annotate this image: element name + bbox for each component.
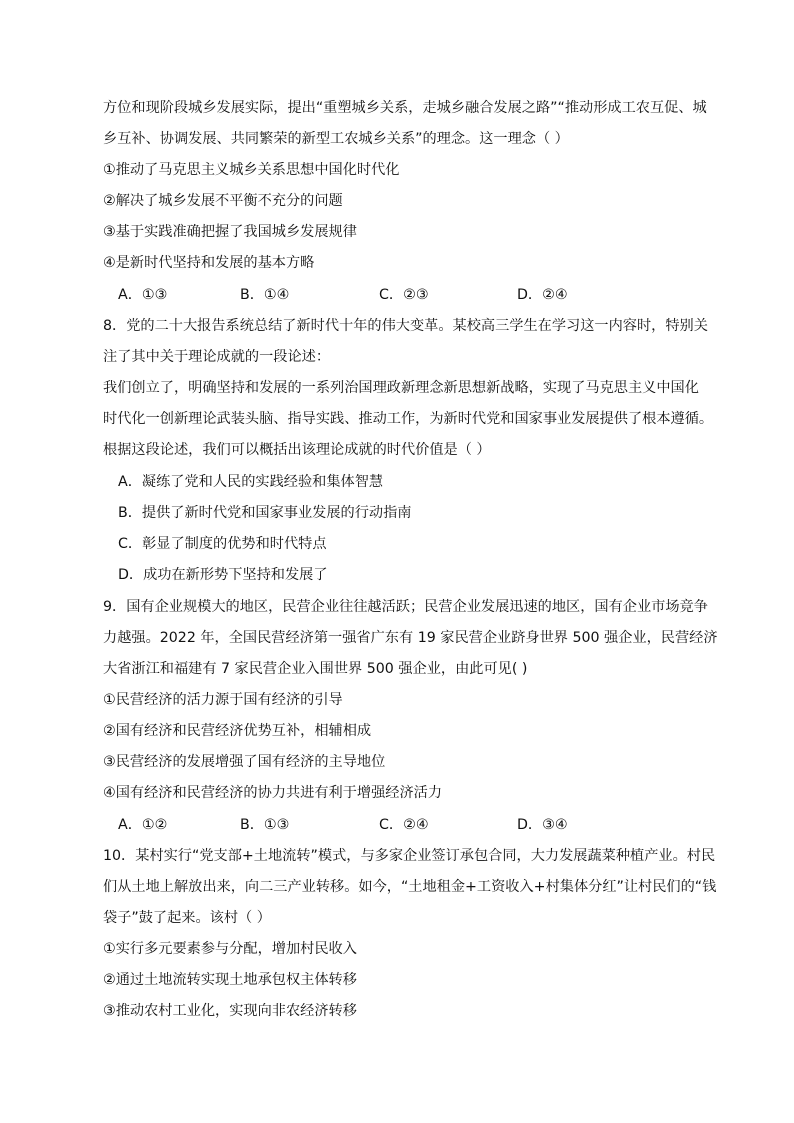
q9-option-a[interactable]: A．①② bbox=[118, 817, 168, 833]
q10-statement-1: ①实行多元要素参与分配，增加村民收入 bbox=[103, 941, 357, 957]
q10-stem-line-1: 10．某村实行“党支部+土地流转”模式，与多家企业签订承包合同，大力发展蔬菜种植产业。村民 bbox=[103, 848, 716, 864]
q7-stem-line-1: 方位和现阶段城乡发展实际，提出“重塑城乡关系，走城乡融合发展之路”“推动形成工农互促、城 bbox=[103, 100, 707, 116]
q9-statement-3: ③民营经济的发展增强了国有经济的主导地位 bbox=[103, 754, 386, 770]
q9-stem-line-1: 9．国有企业规模大的地区，民营企业往往越活跃；民营企业发展迅速的地区，国有企业市场竞争 bbox=[103, 599, 708, 615]
q7-stem-line-2: 乡互补、协调发展、共同繁荣的新型工农城乡关系”的理念。这一理念（ ） bbox=[103, 131, 569, 147]
q9-statement-1: ①民营经济的活力源于国有经济的引导 bbox=[103, 692, 343, 708]
q8-option-b[interactable]: B．提供了新时代党和国家事业发展的行动指南 bbox=[118, 505, 412, 521]
q8-quote-line-2: 时代化一创新理论武装头脑、指导实践、推动工作，为新时代党和国家事业发展提供了根本遵循。 bbox=[103, 411, 714, 427]
q8-stem-line-1: 8．党的二十大报告系统总结了新时代十年的伟大变革。某校高三学生在学习这一内容时，特别关 bbox=[103, 318, 708, 334]
q8-option-c[interactable]: C．彰显了制度的优势和时代特点 bbox=[118, 536, 327, 552]
q7-option-a[interactable]: A．①③ bbox=[118, 287, 168, 303]
q9-option-b[interactable]: B．①③ bbox=[240, 817, 290, 833]
q9-option-c[interactable]: C．②④ bbox=[379, 817, 429, 833]
q7-statement-1: ①推动了马克思主义城乡关系思想中国化时代化 bbox=[103, 162, 400, 178]
q8-quote-line-1: 我们创立了，明确坚持和发展的一系列治国理政新理念新思想新战略，实现了马克思主义中国化 bbox=[103, 380, 699, 396]
q7-statement-3: ③基于实践准确把握了我国城乡发展规律 bbox=[103, 224, 357, 240]
q7-statement-2: ②解决了城乡发展不平衡不充分的问题 bbox=[103, 193, 343, 209]
q8-option-d[interactable]: D．成功在新形势下坚持和发展了 bbox=[118, 567, 328, 583]
q7-statement-4: ④是新时代坚持和发展的基本方略 bbox=[103, 255, 315, 271]
q10-stem-line-3: 袋子”鼓了起来。该村（ ） bbox=[103, 910, 271, 926]
q10-statement-3: ③推动农村工业化，实现向非农经济转移 bbox=[103, 1003, 357, 1019]
q8-option-a[interactable]: A．凝练了党和人民的实践经验和集体智慧 bbox=[118, 474, 384, 490]
q9-statement-2: ②国有经济和民营经济优势互补，相辅相成 bbox=[103, 723, 372, 739]
q7-option-c[interactable]: C．②③ bbox=[379, 287, 429, 303]
q9-statement-4: ④国有经济和民营经济的协力共进有利于增强经济活力 bbox=[103, 785, 443, 801]
q7-option-d[interactable]: D．②④ bbox=[517, 287, 568, 303]
q7-option-b[interactable]: B．①④ bbox=[240, 287, 290, 303]
q8-question: 根据这段论述，我们可以概括出该理论成就的时代价值是（ ） bbox=[103, 442, 491, 458]
q10-stem-line-2: 们从土地上解放出来，向二三产业转移。如今，“土地租金+工资收入+村集体分红”让村民们的“钱 bbox=[103, 879, 717, 895]
q9-stem-line-2: 力越强。2022 年，全国民营经济第一强省广东有 19 家民营企业跻身世界 500 强企业，民营经济 bbox=[103, 630, 718, 646]
q9-stem-line-3: 大省浙江和福建有 7 家民营企业入围世界 500 强企业，由此可见( ) bbox=[103, 661, 528, 677]
q9-option-d[interactable]: D．③④ bbox=[517, 817, 568, 833]
q8-stem-line-2: 注了其中关于理论成就的一段论述： bbox=[103, 349, 331, 365]
q10-statement-2: ②通过土地流转实现土地承包权主体转移 bbox=[103, 972, 357, 988]
